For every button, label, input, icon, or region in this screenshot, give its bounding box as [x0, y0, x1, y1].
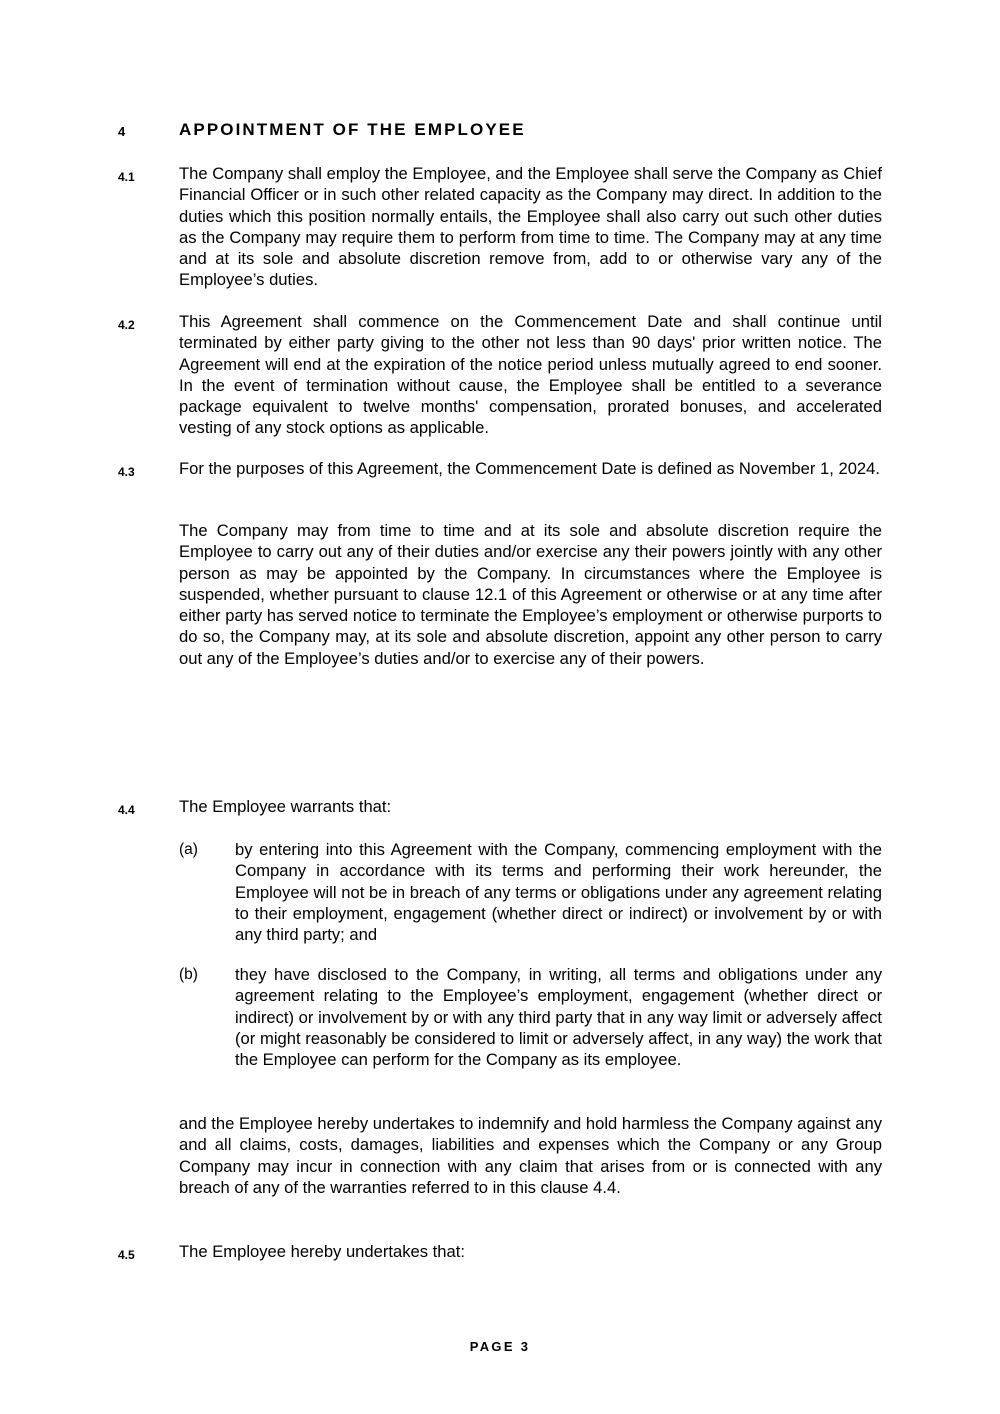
- clause-4-4-number: 4.4: [118, 803, 135, 817]
- clause-4-4-b-text: they have disclosed to the Company, in writing, all terms and obligations under any agreement relating to the Employee’s employment, engagement (whether direct or indirect) or involvement by or with any third party that in any way limit or adversely affect (or might reasonably be considered to limit or adversely affect, in any way) the work that the Employee can perform for the Company as its employee.: [235, 965, 882, 1070]
- clause-4-4-b-label: (b): [179, 966, 198, 983]
- clause-4-2-text: This Agreement shall commence on the Commencement Date and shall continue until terminated by either party giving to the other not less than 90 days' prior written notice. The Agreement will end at the expiration of the notice period unless mutually agreed to end sooner. In the event of termination without cause, the Employee shall be entitled to a severance package equivalent to twelve months' compensation, prorated bonuses, and accelerated vesting of any stock options as applicable.: [179, 312, 882, 438]
- clause-4-4-closing: and the Employee hereby undertakes to indemnify and hold harmless the Company against any and all claims, costs, damages, liabilities and expenses which the Company or any Group Company may incur in connection with any claim that arises from or is connected with any breach of any of the warranties referred to in this clause 4.4.: [179, 1114, 882, 1197]
- clause-4-5-number: 4.5: [118, 1248, 135, 1262]
- clause-4-5-text: The Employee hereby undertakes that:: [179, 1242, 465, 1261]
- clause-4-3-number: 4.3: [118, 465, 135, 479]
- clause-4-4-a-text: by entering into this Agreement with the Company, commencing employment with the Company in accordance with its terms and performing their work hereunder, the Employee will not be in breach of any terms or obligations under any agreement relating to their employment, engagement (whether direct or indirect) or involvement by or with any third party; and: [235, 840, 882, 945]
- clause-4-2-number: 4.2: [118, 318, 135, 332]
- section-number: 4: [118, 124, 126, 139]
- clause-4-4-intro: The Employee warrants that:: [179, 797, 392, 816]
- section-heading: APPOINTMENT OF THE EMPLOYEE: [179, 120, 526, 139]
- clause-4-3-text: For the purposes of this Agreement, the Commencement Date is defined as November 1, 2024.: [179, 459, 880, 478]
- clause-4-3-continuation: The Company may from time to time and at its sole and absolute discretion require the Employee to carry out any of their duties and/or exercise any their powers jointly with any other person as may be appointed by the Company. In circumstances where the Employee is suspended, whether pursuant to clause 12.1 of this Agreement or otherwise or at any time after either party has served notice to terminate the Employee’s employment or otherwise purports to do so, the Company may, at its sole and absolute discretion, appoint any other person to carry out any of the Employee’s duties and/or to exercise any of their powers.: [179, 521, 882, 668]
- clause-4-1-number: 4.1: [118, 170, 135, 184]
- clause-4-1-text: The Company shall employ the Employee, and the Employee shall serve the Company as Chief Financial Officer or in such other related capacity as the Company may direct. In addition to the duties which this position normally entails, the Employee shall also carry out such other duties as the Company may require them to perform from time to time. The Company may at any time and at its sole and absolute discretion remove from, add to or otherwise vary any of the Employee’s duties.: [179, 164, 882, 290]
- page-number-footer: PAGE 3: [469, 1339, 531, 1354]
- clause-4-4-a-label: (a): [179, 841, 198, 858]
